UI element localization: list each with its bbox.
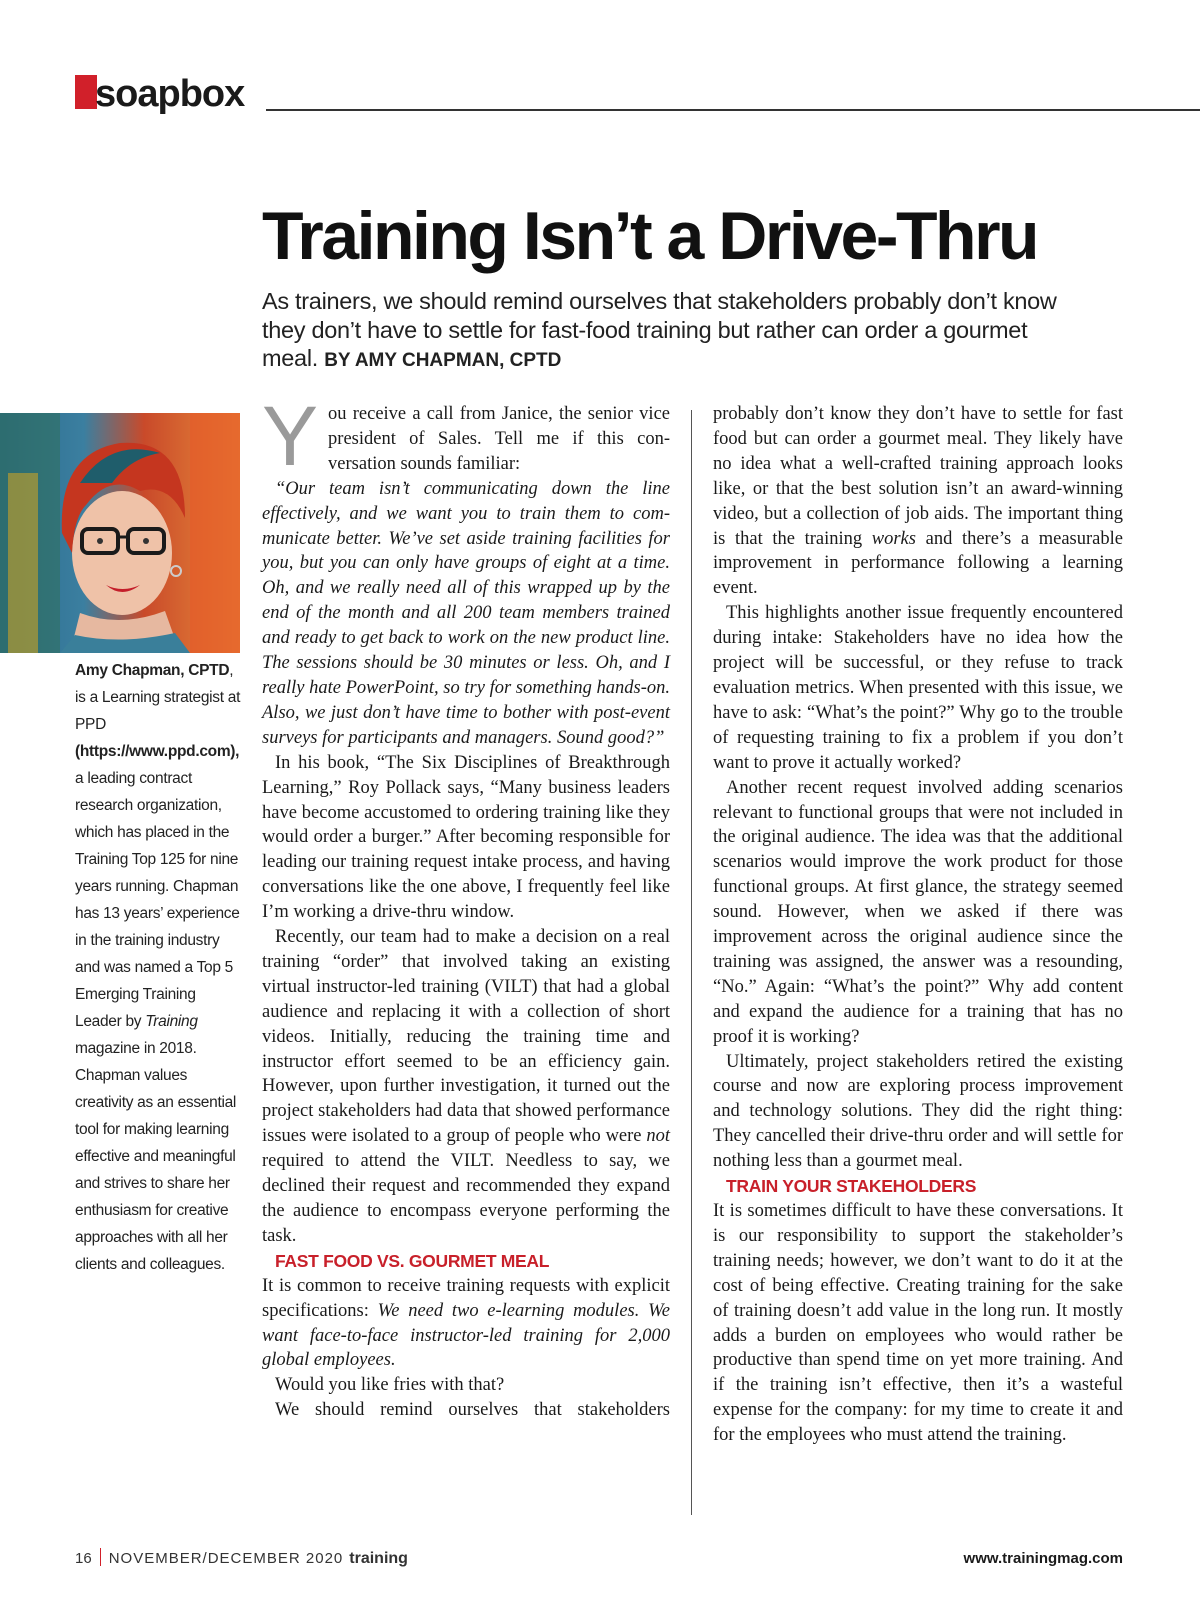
article-deck bbox=[262, 287, 1062, 376]
paragraph-vilt bbox=[262, 925, 670, 1249]
bio-text-3: magazine in 2018. Chapman values creativity as an essential tool for making learning effective and meaningful and strives to share her enthusiasm for creative approaches with all her clients and colleagues. bbox=[75, 1040, 237, 1273]
column-divider bbox=[691, 410, 692, 1515]
author-bio bbox=[75, 657, 245, 1278]
paragraph-specs bbox=[262, 1274, 670, 1374]
specs-emphasis: We need two e-learning modules. We want face-to-face instructor-led training for 2,000 global employees. bbox=[262, 1300, 670, 1371]
remind-cont-text: probably don’t know they don’t have to settle for fast food but can order a gourmet meal. They likely have no idea what a well-crafted training approach looks like, or that the best solution isn’t an award-winning video, but a collection of job aids. The important thing is that the training bbox=[713, 404, 1123, 549]
section-color-block bbox=[75, 75, 97, 109]
header-rule bbox=[266, 109, 1200, 111]
vilt-text-b: required to attend the VILT. Needless to say, we declined their request and recommended they expand the audience to encompass everyone performing the task. bbox=[262, 1151, 670, 1246]
bio-text-1: , is a Learning strategist at PPD bbox=[75, 662, 241, 733]
article-column-1 bbox=[262, 389, 670, 1423]
bio-magazine-name: Training bbox=[145, 1013, 198, 1030]
footer-website-link[interactable]: www.trainingmag.com bbox=[963, 1550, 1123, 1567]
specs-text: It is common to receive training requests with explicit specifications: bbox=[262, 1275, 670, 1321]
section-label: soapbox bbox=[95, 73, 245, 115]
paragraph-ultimately: Ultimately, project stakeholders retired the existing course and now are exploring process improvement and technology solutions. They did the right thing: They cancelled their drive-thru order and will settle for nothing less than a gourmet meal. bbox=[713, 1051, 1123, 1172]
works-emphasis: works bbox=[871, 528, 916, 549]
footer-separator bbox=[100, 1548, 101, 1566]
remind-cont-text-b: and there’s a measurable improvement in performance following a learning event. bbox=[713, 528, 1123, 599]
deck-text: As trainers, we should remind ourselves that stakeholders probably don’t know they don’t have to settle for fast-food training but rather can order a gourmet meal. bbox=[262, 288, 1057, 371]
subhead-fast-food: FAST FOOD VS. GOURMET MEAL bbox=[275, 1250, 550, 1271]
paragraph-conversations: It is sometimes difficult to have these conversations. It is our responsibility to support the stakeholder’s training needs; however, we don’t want to do it at the cost of being effective. Creating training for the sake of training doesn’t add value in the long run. It mostly adds a burden on employees who would rather be productive than spend time on yet more training. And if the training isn’t effective, then it’s a wasteful expense for the company: for my time to create it and for the employees who must attend the training. bbox=[713, 1201, 1123, 1446]
byline: BY AMY CHAPMAN, CPTD bbox=[324, 350, 562, 371]
quote-text: “Our team isn’t communicating down the line effectively, and we want you to train them to communicate better. We’ve set aside training facilities for you, but you can only have groups of eight at a time. Oh, and we really need all of this wrapped up by the end of the month and all 200 team members trained and ready to get back to work on the new product line. The sessions should be 30 minutes or less. Oh, and I really hate PowerPoint, so try for something hands-on. Also, we just don’t have time to bother with post-event surveys for participants and managers. Sound good?” bbox=[262, 478, 670, 748]
article-column-2 bbox=[713, 402, 1123, 1448]
footer-magazine-name: training bbox=[349, 1550, 408, 1567]
drop-cap: Y bbox=[262, 389, 319, 483]
author-name: Amy Chapman, CPTD bbox=[75, 662, 230, 679]
article-title: Training Isn’t a Drive-Thru bbox=[262, 198, 1038, 274]
paragraph-remind-continued bbox=[713, 402, 1123, 601]
paragraph-quote bbox=[262, 477, 670, 751]
vilt-emphasis: not bbox=[646, 1126, 670, 1147]
author-photo bbox=[0, 413, 240, 653]
issue-date: NOVEMBER/DECEMBER 2020 bbox=[108, 1550, 344, 1567]
paragraph-intake: This highlights another issue frequently encountered during intake: Stakeholders have no idea how the project will be successful, or they refuse to track evaluation metrics. When presented with this issue, we have to ask: “What’s the point?” Why go to the trouble of requesting training to fix a problem if you don’t want to prove it actually worked? bbox=[713, 603, 1123, 773]
intro-text: ou receive a call from Janice, the senior vice president of Sales. Tell me if this conversation sounds familiar: bbox=[328, 404, 670, 474]
paragraph-scenarios: Another recent request involved adding scenarios relevant to functional groups that were not included in the original audience. The idea was that the additional scenarios would improve the work product for those functional groups. At first glance, the strategy seemed sound. However, when we asked if there was improvement across the original audience since the training was assigned, the answer was a resounding, “No.” Again: “What’s the point?” Why add content and expand the audience for a training that has no proof it is working? bbox=[713, 777, 1123, 1047]
paragraph-remind: We should remind ourselves that stakeholders bbox=[275, 1400, 670, 1421]
footer-issue-info bbox=[75, 1548, 408, 1570]
paragraph-intro bbox=[262, 389, 670, 483]
vilt-text-a: Recently, our team had to make a decision on a real training “order” that involved taking an existing virtual instructor-led training (VILT) that had a global audience and replacing it with a collection of short videos. Initially, reducing the training time and instructor effort seemed to be an efficiency gain. However, upon further investigation, it turned out the project stakeholders had data that showed performance issues were isolated to a group of people who were bbox=[262, 927, 670, 1147]
author-company-link[interactable]: (https://www.ppd.com), bbox=[75, 743, 240, 760]
bio-text-2: a leading contract research organization, which has placed in the Training Top 125 for nine years running. Chapman has 13 years’ experience in the training industry and was named a Top 5 Emerging Training Leader by bbox=[75, 770, 240, 1030]
paragraph-book: In his book, “The Six Disciplines of Breakthrough Learning,” Roy Pollack says, “Many business leaders have become accustomed to ordering training like they would order a burger.” After becoming responsible for leading our training request intake process, and having conversations like the one above, I frequently feel like I’m working a drive-thru window. bbox=[262, 752, 670, 923]
subhead-train-stakeholders: TRAIN YOUR STAKEHOLDERS bbox=[726, 1176, 977, 1197]
page-number: 16 bbox=[75, 1550, 92, 1567]
paragraph-fries: Would you like fries with that? bbox=[275, 1375, 505, 1396]
author-portrait-illustration bbox=[0, 413, 240, 653]
